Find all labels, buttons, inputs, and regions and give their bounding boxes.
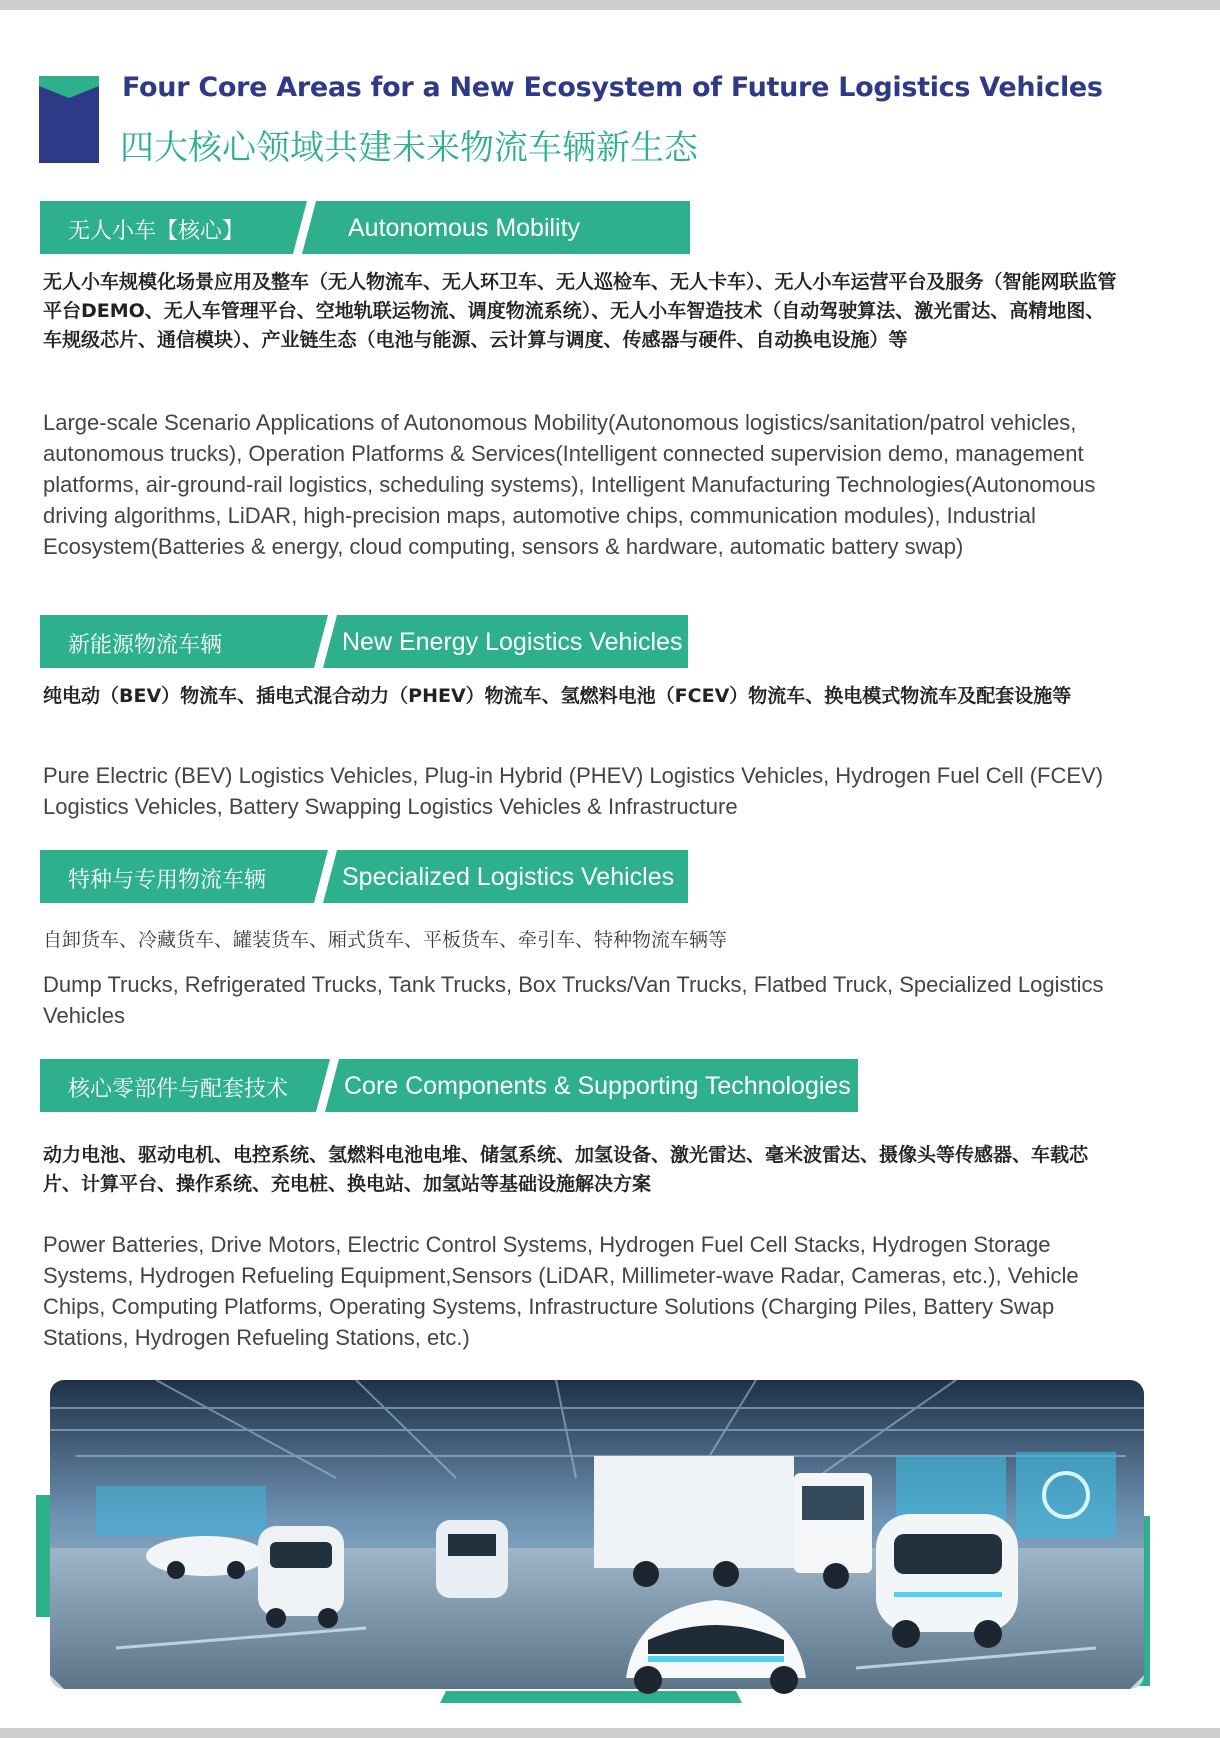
section-label-cn: 特种与专用物流车辆 xyxy=(68,868,267,893)
section-description-cn: 动力电池、驱动电机、电控系统、氢燃料电池电堆、储氢系统、加氢设备、激光雷达、毫米波雷达、摄像头等传感器、车载芯片、计算平台、操作系统、充电桩、换电站、加氢站等基础设施解决方案 xyxy=(43,1144,1089,1195)
section-header-specialized xyxy=(40,850,688,903)
section-description-en: Pure Electric (BEV) Logistics Vehicles, Plug-in Hybrid (PHEV) Logistics Vehicles, Hydrogen Fuel Cell (FCEV) Logistics Vehicles, Battery Swapping Logistics Vehicles & Infrastructure xyxy=(43,763,1104,819)
bookmark-icon xyxy=(39,76,99,163)
section-description-en: Power Batteries, Drive Motors, Electric Control Systems, Hydrogen Fuel Cell Stacks, Hydrogen Storage Systems, Hydrogen Refueling Equipment,Sensors (LiDAR, Millimeter-wave Radar, Cameras, etc.), Vehicle Chips, Computing Platforms, Operating Systems, Infrastructure Solutions (Charging Piles, Battery Swap Stations, Hydrogen Refueling Stations, etc.) xyxy=(43,1232,1079,1350)
section-label-cn: 无人小车【核心】 xyxy=(68,219,245,244)
section-header-core-components xyxy=(40,1059,858,1112)
section-description-en: Large-scale Scenario Applications of Autonomous Mobility(Autonomous logistics/sanitation/patrol vehicles, autonomous trucks), Operation Platforms & Services(Intelligent connected supervision demo, management platforms, air-ground-rail logistics, scheduling systems), Intelligent Manufacturing Technologies(Autonomous driving algorithms, LiDAR, high-precision maps, automotive chips, communication modules), Industrial Ecosystem(Batteries & energy, cloud computing, sensors & hardware, automatic battery swap) xyxy=(43,410,1096,559)
page-title-chinese: 四大核心领域共建未来物流车辆新生态 xyxy=(120,128,698,168)
section-description-cn: 无人小车规模化场景应用及整车（无人物流车、无人环卫车、无人巡检车、无人卡车）、无人小车运营平台及服务（智能网联监管平台DEMO、无人车管理平台、空地轨联运物流、调度物流系统）、无人小车智造技术（自动驾驶算法、激光雷达、高精地图、车规级芯片、通信模块）、产业链生态（电池与能源、云计算与调度、传感器与硬件、自动换电设施）等 xyxy=(43,271,1117,351)
section-label-en: New Energy Logistics Vehicles xyxy=(342,628,683,656)
section-label-cn: 核心零部件与配套技术 xyxy=(68,1077,289,1102)
section-label-en: Core Components & Supporting Technologies xyxy=(344,1072,851,1100)
section-label-en: Autonomous Mobility xyxy=(348,214,581,242)
section-header-autonomous-mobility xyxy=(40,201,690,254)
page-top-edge xyxy=(0,0,1220,10)
section-label-en: Specialized Logistics Vehicles xyxy=(342,863,675,891)
page-bottom-edge xyxy=(0,1728,1220,1738)
section-description-cn: 自卸货车、冷藏货车、罐装货车、厢式货车、平板货车、牵引车、特种物流车辆等 xyxy=(43,929,728,951)
section-description-cn: 纯电动（BEV）物流车、插电式混合动力（PHEV）物流车、氢燃料电池（FCEV）物流车、换电模式物流车及配套设施等 xyxy=(43,685,1072,707)
section-label-cn: 新能源物流车辆 xyxy=(68,633,223,658)
logistics-hall-illustration xyxy=(36,1378,1156,1703)
section-header-new-energy xyxy=(40,615,688,668)
section-description-en: Dump Trucks, Refrigerated Trucks, Tank Trucks, Box Trucks/Van Trucks, Flatbed Truck, Specialized Logistics Vehicles xyxy=(43,972,1104,1028)
page-title-english: Four Core Areas for a New Ecosystem of Future Logistics Vehicles xyxy=(122,72,1103,103)
hero-illustration xyxy=(36,1378,1156,1703)
